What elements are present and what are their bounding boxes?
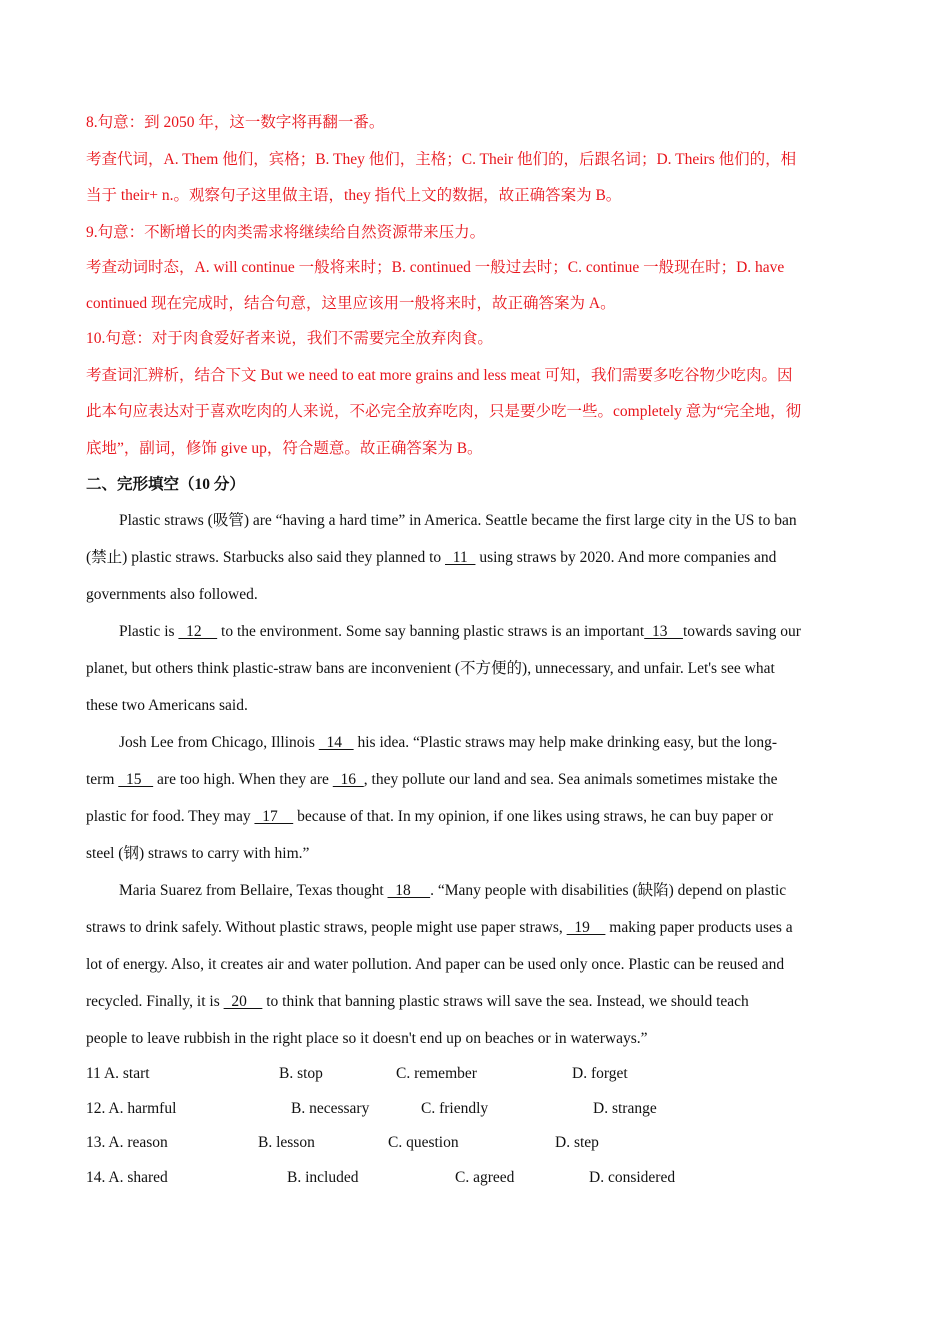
- answer-8-meaning: 8.句意：到 2050 年，这一数字将再翻一番。: [86, 114, 385, 131]
- blank-14: 14: [318, 734, 354, 751]
- passage-text: , they pollute our land and sea. Sea animals sometimes mistake the: [363, 771, 778, 788]
- passage-text: people to leave rubbish in the right place so it doesn't end up on beaches or in waterways.”: [86, 1030, 648, 1047]
- passage-text: planet, but others think plastic-straw bans are inconvenient (不方便的), unnecessary, and unfair. Let's see what: [86, 660, 775, 677]
- passage-p4-line-2: [86, 909, 864, 946]
- option-d: D. forget: [572, 1065, 628, 1082]
- passage-text: towards saving our: [682, 623, 801, 640]
- cloze-passage: [86, 502, 864, 1057]
- question-11: [86, 1057, 864, 1092]
- option-d: D. strange: [593, 1099, 657, 1117]
- option-c: C. agreed: [455, 1169, 515, 1187]
- answer-explanations: [86, 105, 864, 467]
- passage-p3-line-1: [86, 724, 864, 761]
- passage-p4-line-1: [86, 872, 864, 909]
- blank-11: 11: [445, 549, 476, 566]
- passage-p1-line-3: [86, 576, 864, 613]
- passage-text: . “Many people with disabilities (缺陷) depend on plastic: [430, 882, 787, 899]
- passage-p2-line-1: [86, 613, 864, 650]
- answer-8-analysis-line-1: 考查代词，A. Them 他们，宾格；B. They 他们，主格；C. Their 他们的，后跟名词；D. Theirs 他们的，相: [86, 150, 797, 168]
- answer-10-analysis-line-1: 考查词汇辨析，结合下文 But we need to eat more grains and less meat 可知，我们需要多吃谷物少吃肉。因: [86, 366, 793, 384]
- passage-p3-line-4: [86, 835, 864, 872]
- passage-text: Plastic is: [119, 623, 179, 640]
- passage-p1-line-1: [86, 502, 864, 539]
- answer-9-meaning: 9.句意：不断增长的肉类需求将继续给自然资源带来压力。: [86, 223, 486, 241]
- option-d: D. step: [555, 1134, 599, 1152]
- document-page: [86, 105, 864, 1196]
- blank-15: 15: [118, 771, 154, 788]
- blank-19: 19: [566, 919, 606, 936]
- passage-text: term: [86, 771, 119, 788]
- question-13: [86, 1126, 864, 1161]
- passage-text: governments also followed.: [86, 586, 258, 603]
- passage-text: using straws by 2020. And more companies and: [475, 549, 777, 566]
- option-a: 11 A. start: [86, 1065, 150, 1082]
- passage-text: recycled. Finally, it is: [86, 993, 224, 1010]
- passage-text: (禁止) plastic straws. Starbucks also said they planned to: [86, 549, 446, 566]
- answer-10-analysis-line-2: 此本句应表达对于喜欢吃肉的人来说，不必完全放弃吃肉，只是要少吃一些。completely 意为“完全地，彻: [86, 403, 802, 420]
- passage-text: his idea. “Plastic straws may help make drinking easy, but the long-: [353, 734, 778, 751]
- passage-text: straws to drink safely. Without plastic straws, people might use paper straws,: [86, 919, 567, 936]
- passage-p4-line-5: [86, 1020, 864, 1057]
- passage-text: making paper products uses a: [605, 919, 793, 936]
- answer-9-analysis-line-2: continued 现在完成时，结合句意，这里应该用一般将来时，故正确答案为 A。: [86, 295, 616, 312]
- passage-p1-line-2: [86, 539, 864, 576]
- passage-text: are too high. When they are: [153, 771, 333, 788]
- option-c: C. remember: [396, 1065, 477, 1082]
- option-b: B. stop: [279, 1065, 323, 1082]
- option-a: 14. A. shared: [86, 1169, 168, 1187]
- passage-text: plastic for food. They may: [86, 808, 255, 825]
- answer-9-analysis-line-1: 考查动词时态，A. will continue 一般将来时；B. continued 一般过去时；C. continue 一般现在时；D. have: [86, 258, 785, 276]
- blank-13: 13: [644, 623, 683, 640]
- answer-8-analysis-line-2: 当于 their+ n.。观察句子这里做主语，they 指代上文的数据，故正确答案为 B。: [86, 187, 622, 204]
- blank-18: 18: [387, 882, 431, 899]
- passage-p3-line-3: [86, 798, 864, 835]
- passage-p3-line-2: [86, 761, 864, 798]
- passage-p4-line-3: [86, 946, 864, 983]
- answer-10-meaning: 10.句意：对于肉食爱好者来说，我们不需要完全放弃肉食。: [86, 330, 493, 347]
- answer-10-analysis-line-3: 底地”，副词，修饰 give up，符合题意。故正确答案为 B。: [86, 439, 483, 457]
- option-b: B. necessary: [291, 1099, 370, 1117]
- question-14: [86, 1161, 864, 1196]
- passage-text: Plastic straws (吸管) are “having a hard time” in America. Seattle became the first large city in the US to ban: [119, 512, 797, 529]
- passage-text: these two Americans said.: [86, 697, 248, 714]
- passage-text: Maria Suarez from Bellaire, Texas thought: [119, 882, 388, 899]
- question-12: [86, 1092, 864, 1127]
- option-a: 13. A. reason: [86, 1134, 168, 1152]
- option-d: D. considered: [589, 1169, 676, 1187]
- option-b: B. lesson: [258, 1134, 315, 1152]
- section-title: 二、完形填空（10 分）: [86, 476, 245, 493]
- passage-p2-line-2: [86, 650, 864, 687]
- option-b: B. included: [287, 1169, 359, 1187]
- passage-text: to the environment. Some say banning plastic straws is an important: [217, 623, 645, 640]
- question-options: [86, 1057, 864, 1196]
- blank-12: 12: [178, 623, 218, 640]
- passage-text: Josh Lee from Chicago, Illinois: [119, 734, 319, 751]
- option-a: 12. A. harmful: [86, 1099, 177, 1117]
- passage-text: to think that banning plastic straws will save the sea. Instead, we should teach: [262, 993, 749, 1010]
- option-c: C. question: [388, 1134, 459, 1152]
- passage-text: steel (钢) straws to carry with him.”: [86, 845, 310, 862]
- option-c: C. friendly: [421, 1099, 489, 1117]
- passage-p2-line-3: [86, 687, 864, 724]
- blank-20: 20: [223, 993, 263, 1010]
- passage-p4-line-4: [86, 983, 864, 1020]
- passage-text: because of that. In my opinion, if one likes using straws, he can buy paper or: [293, 808, 774, 825]
- blank-16: 16: [332, 771, 364, 788]
- passage-text: lot of energy. Also, it creates air and water pollution. And paper can be used only once. Plastic can be reused and: [86, 956, 785, 973]
- blank-17: 17: [254, 808, 294, 825]
